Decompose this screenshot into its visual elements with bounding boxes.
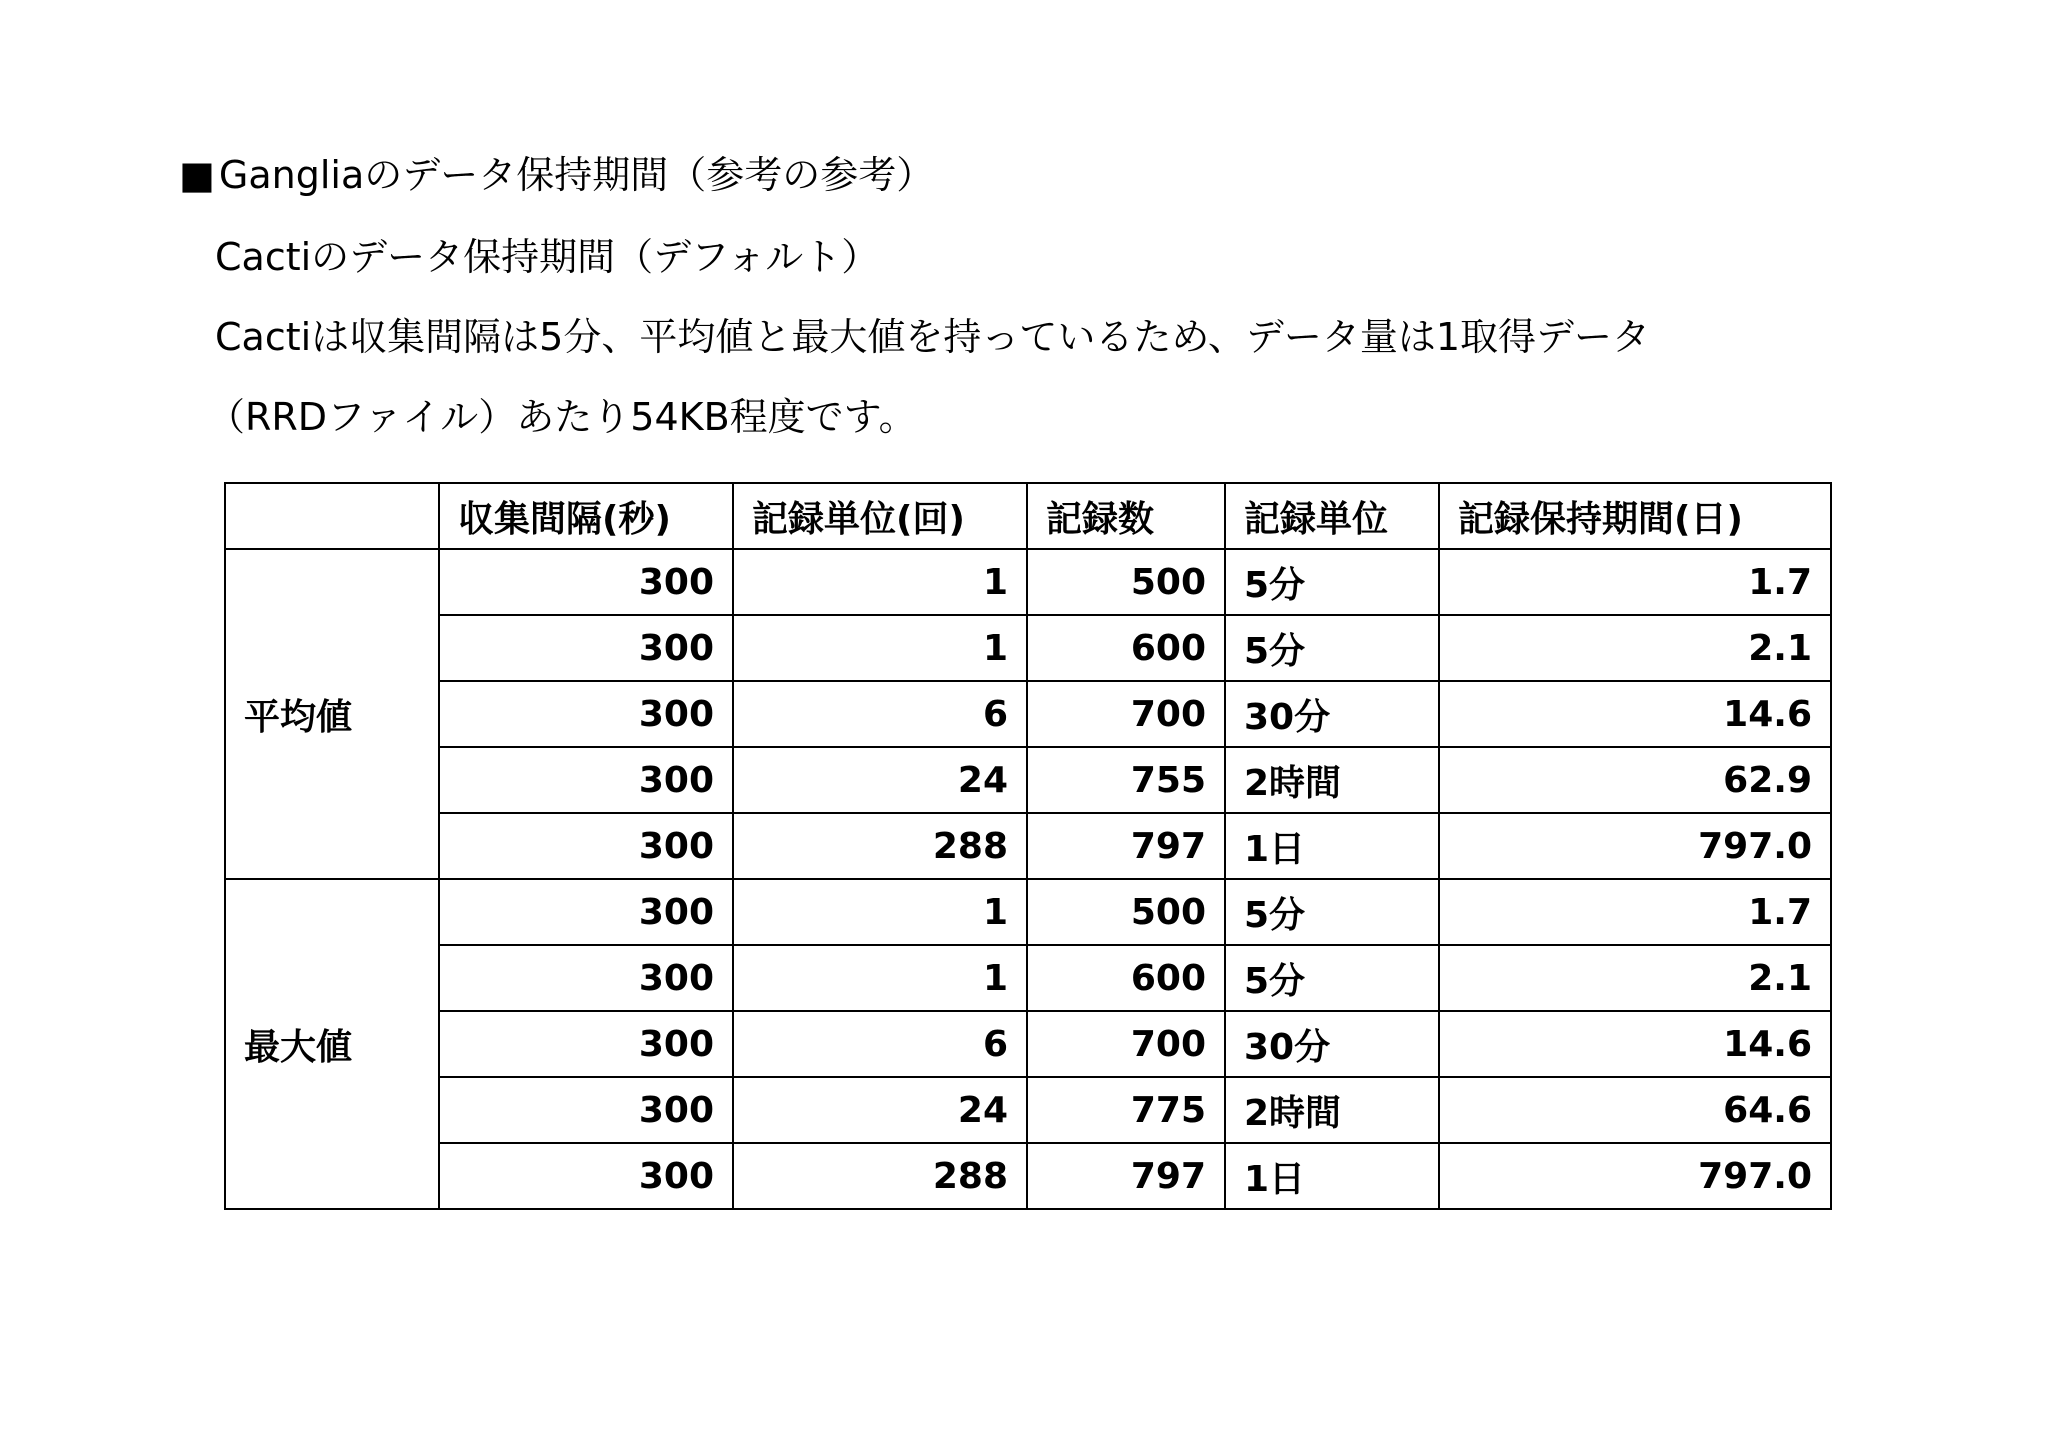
- table-cell: 1.7: [1439, 879, 1831, 945]
- table-cell: 5分: [1225, 615, 1439, 681]
- table-cell: 2.1: [1439, 615, 1831, 681]
- table-cell: 30分: [1225, 1011, 1439, 1077]
- table-cell: 300: [439, 681, 733, 747]
- table-cell: 2.1: [1439, 945, 1831, 1011]
- table-row: [225, 945, 1831, 1011]
- table-cell: 2時間: [1225, 1077, 1439, 1143]
- table-cell: 797.0: [1439, 1143, 1831, 1209]
- description-line-2: （RRDファイル）あたり54KB程度です。: [207, 395, 917, 439]
- header-cell: 記録数: [1027, 483, 1225, 549]
- table-cell: 1日: [1225, 1143, 1439, 1209]
- table-row: [225, 549, 1831, 615]
- table-cell: 5分: [1225, 945, 1439, 1011]
- table-cell: 300: [439, 615, 733, 681]
- table-row: [225, 813, 1831, 879]
- table-cell: 300: [439, 945, 733, 1011]
- group-label-average: 平均値: [225, 549, 439, 879]
- table-row: [225, 879, 1831, 945]
- table-cell: 1: [733, 879, 1027, 945]
- header-cell: 収集間隔(秒): [439, 483, 733, 549]
- table-cell: 5分: [1225, 549, 1439, 615]
- table-cell: 500: [1027, 879, 1225, 945]
- table-cell: 300: [439, 549, 733, 615]
- retention-table: [224, 482, 1832, 1210]
- table-row: [225, 681, 1831, 747]
- header-cell: 記録保持期間(日): [1439, 483, 1831, 549]
- table-cell: 700: [1027, 1011, 1225, 1077]
- table-row: [225, 1011, 1831, 1077]
- table-row: [225, 747, 1831, 813]
- table-cell: 797.0: [1439, 813, 1831, 879]
- table-cell: 64.6: [1439, 1077, 1831, 1143]
- table-cell: 300: [439, 1011, 733, 1077]
- table-cell: 775: [1027, 1077, 1225, 1143]
- header-cell: 記録単位: [1225, 483, 1439, 549]
- table-row: [225, 615, 1831, 681]
- heading-ganglia-text: Gangliaのデータ保持期間（参考の参考）: [218, 153, 935, 197]
- table-row: [225, 1077, 1831, 1143]
- table-cell: 600: [1027, 615, 1225, 681]
- table-cell: 24: [733, 1077, 1027, 1143]
- table-cell: 755: [1027, 747, 1225, 813]
- table-cell: 14.6: [1439, 1011, 1831, 1077]
- table-row: [225, 1143, 1831, 1209]
- table-cell: 24: [733, 747, 1027, 813]
- table-cell: 1: [733, 945, 1027, 1011]
- table-cell: 14.6: [1439, 681, 1831, 747]
- header-cell: [225, 483, 439, 549]
- table-cell: 300: [439, 1077, 733, 1143]
- table-cell: 6: [733, 681, 1027, 747]
- table-cell: 700: [1027, 681, 1225, 747]
- table-cell: 600: [1027, 945, 1225, 1011]
- table-cell: 797: [1027, 813, 1225, 879]
- bullet-square-icon: ■: [179, 153, 215, 197]
- table-cell: 300: [439, 813, 733, 879]
- table-cell: 797: [1027, 1143, 1225, 1209]
- table-cell: 1日: [1225, 813, 1439, 879]
- table-cell: 300: [439, 879, 733, 945]
- table-cell: 288: [733, 1143, 1027, 1209]
- heading-cacti: Cactiのデータ保持期間（デフォルト）: [215, 235, 880, 279]
- table-cell: 1: [733, 615, 1027, 681]
- table-cell: 5分: [1225, 879, 1439, 945]
- group-label-maximum: 最大値: [225, 879, 439, 1209]
- table-cell: 300: [439, 1143, 733, 1209]
- header-cell: 記録単位(回): [733, 483, 1027, 549]
- table-cell: 6: [733, 1011, 1027, 1077]
- table-cell: 2時間: [1225, 747, 1439, 813]
- table-header-row: [225, 483, 1831, 549]
- table-cell: 30分: [1225, 681, 1439, 747]
- table-cell: 288: [733, 813, 1027, 879]
- table-cell: 1.7: [1439, 549, 1831, 615]
- table-cell: 500: [1027, 549, 1225, 615]
- table-cell: 62.9: [1439, 747, 1831, 813]
- heading-ganglia: [179, 150, 934, 200]
- table-cell: 1: [733, 549, 1027, 615]
- description-line-1: Cactiは収集間隔は5分、平均値と最大値を持っているため、データ量は1取得データ: [215, 315, 1651, 359]
- table-cell: 300: [439, 747, 733, 813]
